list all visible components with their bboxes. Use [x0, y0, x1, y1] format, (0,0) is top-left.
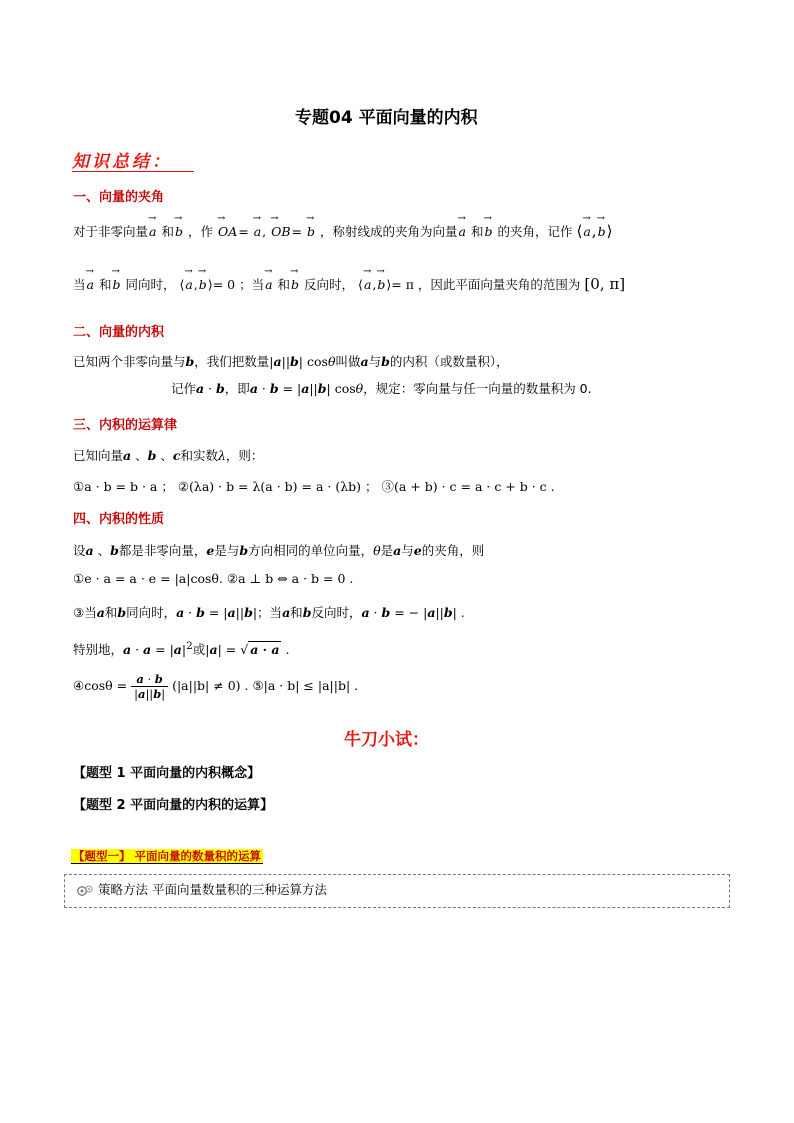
property-4-5-line: ④cosθ = $\frac{a \cdot b}{|a||b|}$ (|a||b| ≠ 0) . ⑤|a · b| ≤ |a||b| .	[73, 672, 359, 701]
page-title: 专题04 平面向量的内积	[295, 108, 478, 128]
distributive-law: ③(a + b) · c = a · c + b · c .	[381, 479, 555, 494]
laws-formula-line: ①a · b = b · a ； ②(λa) · b = λ(a · b) = a · (λb) ； ③(a + b) · c = a · c + b · c .	[73, 479, 555, 494]
commutative-law: ①a · b = b · a	[73, 479, 158, 494]
property-unit-vector: ①e · a = a · e = |a|cosθ.	[73, 571, 223, 586]
gear-icon	[76, 884, 94, 897]
strategy-line: 策略方法 平面向量数量积的三种运算方法	[76, 880, 327, 898]
section-heading-properties: 四、内积的性质	[73, 512, 165, 527]
question-type-1: 【题型 1 平面向量的内积概念】	[73, 766, 261, 781]
cos-fraction: $\frac{a \cdot b}{|a||b|}$	[131, 672, 168, 701]
scalar-associative-law: ②(λa) · b = λ(a · b) = a · (λb)	[177, 479, 362, 494]
sqrt-expression: √ a · a	[240, 642, 280, 658]
property-1-2-line	[73, 571, 353, 586]
inner-product-definition-line: 已知两个非零向量与b，我们把数量|a||b| cosθ叫做a与b的内积（或数量积），	[73, 354, 509, 369]
property-3-line: ③当a和b同向时，a · b = |a||b|；当a和b反向时，a · b = − |a||b| .	[73, 605, 465, 620]
knowledge-underline	[72, 171, 194, 172]
question-type-one-label: 【题型一】 平面向量的数量积的运算	[73, 849, 262, 863]
inner-product-notation-line: 记作a · b，即a · b = |a||b| cosθ，规定：零向量与任一向量的数量积为 0.	[171, 381, 592, 396]
section-heading-inner-product: 二、向量的内积	[73, 325, 165, 340]
special-case-line: 特别地，$a \cdot a = |a|^2$或|a| = √ a · a .	[73, 640, 290, 658]
knowledge-summary-title: 知识总结：	[72, 152, 172, 172]
angle-range-line: 当→ a 和→ b 同向时， ⟨→ a,→ b⟩= 0 ；当→ a 和→ b 反向时， ⟨→ a,→ b⟩= π ，因此平面向量夹角的范围为 [0, π]	[73, 275, 625, 293]
property-perpendicular: ②a ⊥ b ⇔ a · b = 0 .	[226, 571, 354, 586]
section-heading-angle: 一、向量的夹角	[73, 190, 165, 205]
property-cauchy-inequality: ⑤|a · b| ≤ |a||b| .	[252, 678, 359, 693]
properties-intro-line: 设a 、b都是非零向量，e是与b方向相同的单位向量，θ是a与e的夹角，则	[73, 543, 485, 558]
question-type-2: 【题型 2 平面向量的内积的运算】	[73, 798, 274, 813]
trial-section-title: 牛刀小试：	[344, 730, 429, 750]
laws-intro-line: 已知向量a 、b 、c和实数λ，则：	[73, 448, 264, 463]
section-heading-laws: 三、内积的运算律	[73, 418, 178, 433]
angle-definition-line: 对于非零向量→ a 和→ b ，作 → OA= → a, → OB= → b ，称射线成的夹角为向量→ a 和→ b 的夹角，记作 ⟨→ a,→ b⟩	[73, 222, 612, 240]
